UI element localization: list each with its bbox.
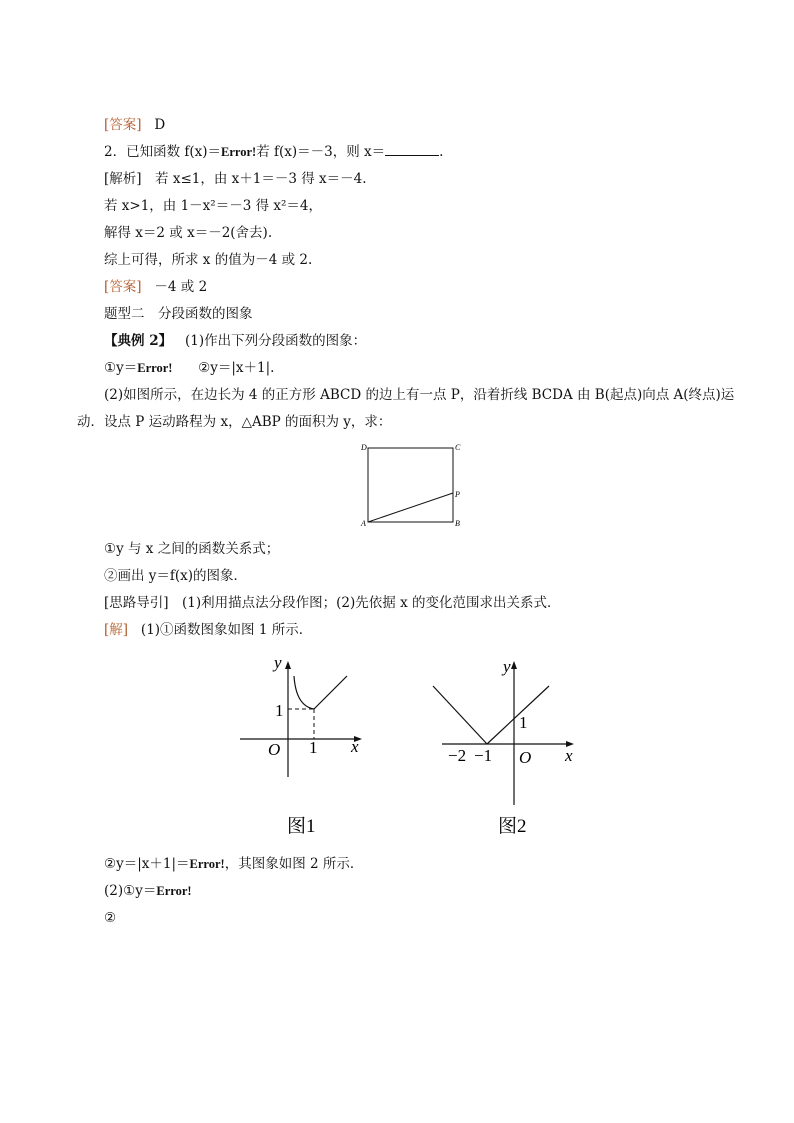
label-a: A: [361, 519, 366, 528]
answer-value: －4 或 2: [154, 279, 208, 295]
section-heading: 题型二 分段函数的图象: [104, 306, 253, 322]
answer-tag: [答案]: [104, 117, 142, 133]
x-axis-label: x: [565, 746, 573, 765]
fill-blank: [385, 143, 439, 156]
function-2: ②y＝|x＋1|.: [198, 360, 275, 376]
x-axis-label: x: [351, 737, 359, 756]
label-b: B: [455, 519, 460, 528]
label-c: C: [455, 443, 461, 452]
example-2-title: [104, 332, 366, 350]
analysis-line-2: 若 x>1，由 1－x²＝－3 得 x²＝4，: [104, 198, 322, 214]
solution-line-1: [104, 621, 312, 639]
example-2-functions: [104, 359, 274, 377]
square-figure: [356, 440, 466, 532]
question-2-part-c: .: [439, 144, 444, 160]
origin-label: O: [268, 740, 281, 759]
solution-text: (1)①函数图象如图 1 所示．: [140, 622, 313, 638]
analysis-line-3: 解得 x＝2 或 x＝－2(舍去).: [104, 225, 273, 241]
x-tick-neg1: −1: [474, 746, 493, 765]
example-2-part-2-line-2: 动．设点 P 运动路程为 x，△ABP 的面积为 y，求：: [77, 414, 392, 430]
analysis-line-4: 综上可得，所求 x 的值为－4 或 2.: [104, 252, 313, 268]
abs-function-suffix: ，其图象如图 2 所示．: [224, 856, 364, 872]
answer-value: D: [154, 117, 166, 133]
question-part-1: ①y 与 x 之间的函数关系式；: [104, 541, 280, 557]
hint-line: [思路导引] (1)利用描点法分段作图；(2)先依据 x 的变化范围求出关系式．: [104, 595, 561, 611]
graph-2: [428, 650, 588, 840]
error-placeholder: Error!: [189, 857, 225, 871]
error-placeholder: Error!: [156, 884, 192, 898]
analysis-line-1: [解析] 若 x≤1，由 x＋1＝－3 得 x＝－4.: [104, 171, 367, 187]
question-2-part-b: 若 f(x)＝－3，则 x＝: [256, 144, 386, 160]
question-2-part-a: 2．已知函数 f(x)＝: [104, 144, 222, 160]
x-tick-neg2: −2: [448, 746, 467, 765]
graph-2-caption: 图2: [498, 816, 527, 837]
y-tick-label: 1: [275, 701, 284, 720]
answer-line-1: [104, 116, 165, 134]
label-p: P: [455, 490, 460, 499]
example-tag: 【典例 2】: [104, 333, 173, 349]
question-part-2: ②画出 y＝f(x)的图象．: [104, 568, 248, 584]
error-placeholder: Error!: [221, 145, 257, 159]
y-axis-label: y: [274, 653, 282, 672]
example-2-part-2-line-1: (2)如图所示，在边长为 4 的正方形 ABCD 的边上有一点 P，沿着折线 BCDA 由 B(起点)向点 A(终点)运: [104, 387, 735, 403]
abs-function-prefix: ②y＝|x＋1|＝: [104, 856, 190, 872]
solution-line-2: [104, 855, 363, 873]
example-text: (1)作出下列分段函数的图象：: [184, 333, 367, 349]
error-placeholder: Error!: [137, 361, 173, 375]
answer-line-2: [104, 278, 207, 296]
origin-label: O: [519, 748, 532, 767]
answer-tag: [答案]: [104, 279, 142, 295]
graph-1: [232, 650, 372, 840]
piecewise-prefix: (2)①y＝: [104, 883, 157, 899]
solution-line-4: ②: [104, 910, 117, 926]
solution-line-3: [104, 882, 192, 900]
label-d: D: [361, 443, 367, 452]
function-1-prefix: ①y＝: [104, 360, 138, 376]
y-axis-label: y: [503, 657, 511, 676]
y-tick-label: 1: [519, 713, 528, 732]
graph-1-caption: 图1: [287, 816, 316, 837]
x-tick-label: 1: [309, 738, 318, 757]
solution-tag: [解]: [104, 622, 129, 638]
question-2: [104, 143, 443, 161]
